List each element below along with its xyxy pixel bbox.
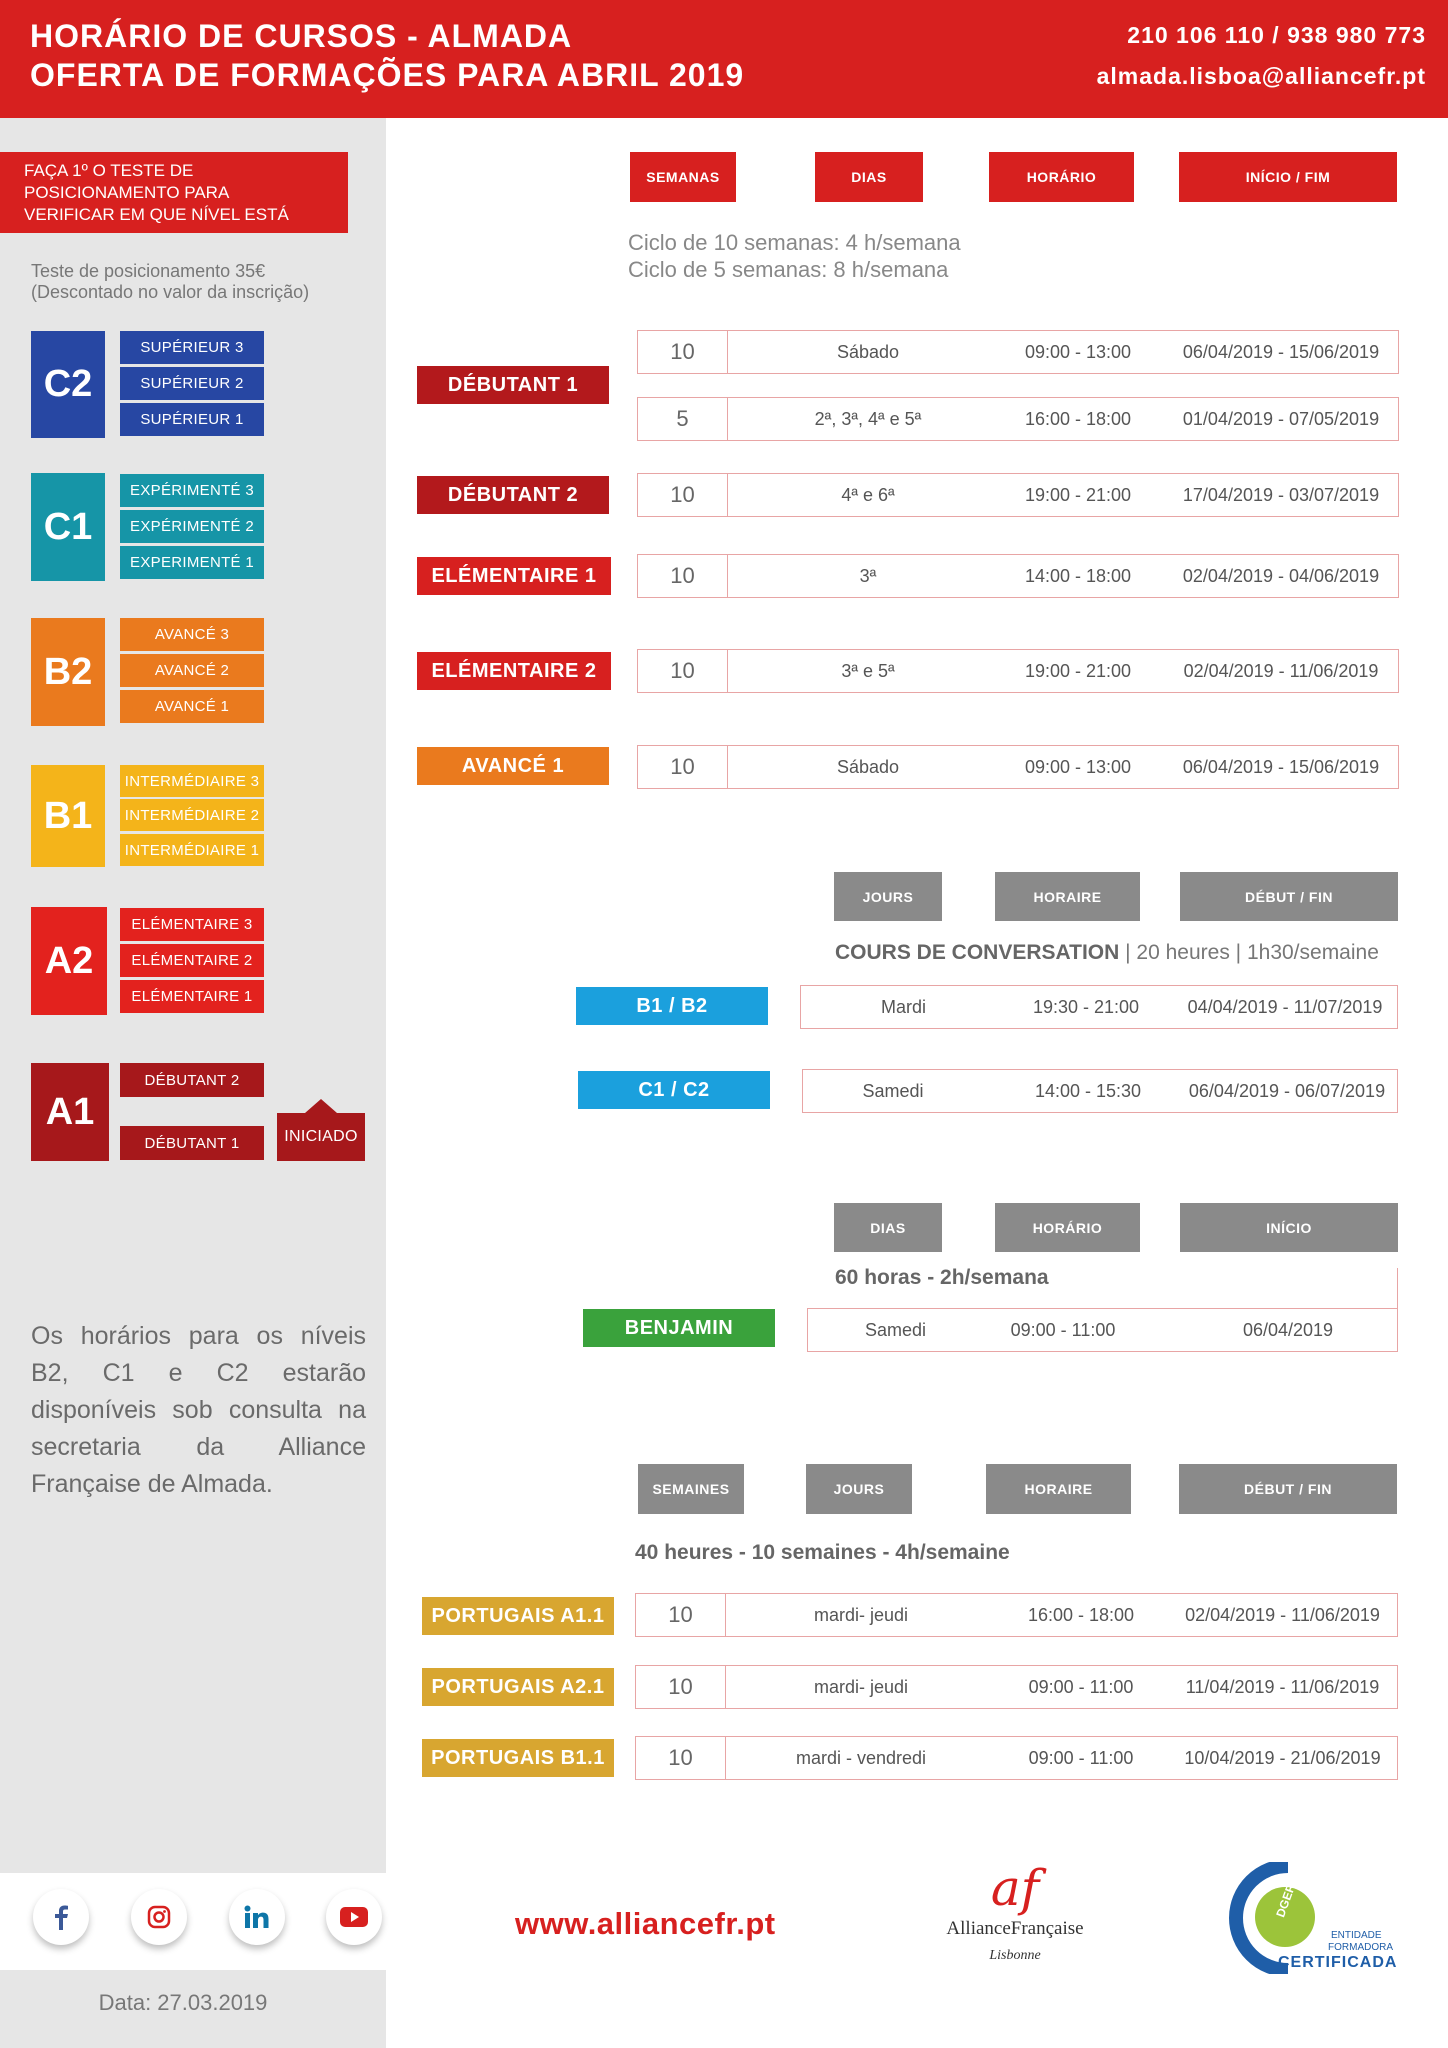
af-logo-mark: af	[990, 1859, 1040, 1917]
cell-inicio-fim: 06/04/2019 - 15/06/2019	[1182, 341, 1380, 362]
level-a1-badge: A1	[31, 1063, 109, 1161]
s3-subtitle: 60 horas - 2h/semana	[835, 1266, 1049, 1289]
cell-inicio-fim: 02/04/2019 - 11/06/2019	[1183, 660, 1379, 681]
level-b1-sub-2: INTERMÉDIAIRE 2	[120, 799, 264, 831]
sidebar-note: Os horários para os níveis B2, C1 e C2 estarão disponíveis sob consulta na secretaria da Alliance Française de Almada.	[31, 1322, 366, 1498]
s2-subtitle-details: | 20 heures | 1h30/semaine	[1119, 941, 1379, 964]
s1-header-semanas: SEMANAS	[630, 152, 736, 202]
level-a2-badge: A2	[31, 907, 107, 1015]
course-label-portugais-a1-1: PORTUGAIS A1.1	[422, 1597, 614, 1635]
instagram-icon[interactable]	[131, 1889, 187, 1945]
schedule-row	[802, 1069, 1398, 1113]
level-b2-sub-1: AVANCÉ 1	[120, 690, 264, 723]
cert-line2: FORMADORA	[1328, 1942, 1393, 1953]
cell-horaire: 19:30 - 21:00	[1032, 996, 1140, 1017]
cell-jours: Samedi	[862, 1080, 924, 1101]
cell-jours: mardi- jeudi	[813, 1676, 909, 1697]
cell-jours: Mardi	[880, 996, 926, 1017]
cert-line3: CERTIFICADA	[1278, 1954, 1398, 1971]
level-c1-sub-2: EXPÉRIMENTÉ 2	[120, 510, 264, 543]
page-header	[0, 0, 1448, 118]
placement-test-line2: POSICIONAMENTO PARA	[24, 183, 230, 202]
course-label-benjamin: BENJAMIN	[583, 1309, 775, 1347]
cell-debut-fin: 10/04/2019 - 21/06/2019	[1184, 1747, 1381, 1768]
course-label-avance-1: AVANCÉ 1	[417, 747, 609, 785]
af-logo-name: AllianceFrançaise	[946, 1918, 1084, 1939]
s1-cycle-5: Ciclo de 5 semanas: 8 h/semana	[628, 257, 949, 282]
cell-jours: mardi- jeudi	[813, 1604, 909, 1625]
contact-email[interactable]: almada.lisboa@alliancefr.pt	[1096, 63, 1426, 89]
cell-horario: 09:00 - 13:00	[1024, 341, 1132, 362]
cell-horaire: 14:00 - 15:30	[1034, 1080, 1142, 1101]
s4-header-horaire: HORAIRE	[986, 1464, 1131, 1514]
placement-test-price: Teste de posicionamento 35€	[31, 261, 266, 281]
dgert-certification-logo	[1228, 1862, 1398, 1974]
s4-header-jours: JOURS	[806, 1464, 912, 1514]
placement-test-box	[0, 152, 348, 233]
level-c2-badge: C2	[31, 331, 105, 438]
cell-debut-fin: 04/04/2019 - 11/07/2019	[1187, 996, 1383, 1017]
level-a1-sub-1: DÉBUTANT 1	[120, 1126, 264, 1160]
course-label-elementaire-1: ELÉMENTAIRE 1	[417, 557, 611, 595]
cell-dias: Samedi	[864, 1319, 927, 1340]
cell-semanas: 10	[638, 474, 728, 516]
course-label-elementaire-2: ELÉMENTAIRE 2	[417, 652, 611, 690]
level-a1-sub-2: DÉBUTANT 2	[120, 1063, 264, 1097]
schedule-row	[637, 745, 1399, 789]
cell-inicio-fim: 01/04/2019 - 07/05/2019	[1182, 408, 1380, 429]
s1-header-dias: DIAS	[815, 152, 923, 202]
placement-test-line3: VERIFICAR EM QUE NÍVEL ESTÁ	[24, 205, 289, 224]
af-logo-city: Lisbonne	[989, 1948, 1041, 1963]
cell-dias: 3ª e 5ª	[841, 660, 895, 681]
cell-semanas: 10	[638, 746, 728, 788]
cell-semaines: 10	[636, 1594, 726, 1636]
schedule-row	[800, 985, 1398, 1029]
cell-horaire: 16:00 - 18:00	[1027, 1604, 1135, 1625]
schedule-row	[637, 554, 1399, 598]
schedule-row	[637, 330, 1399, 374]
schedule-row	[637, 649, 1399, 693]
level-c1-sub-3: EXPÉRIMENTÉ 3	[120, 474, 264, 507]
s2-header-horaire: HORAIRE	[995, 872, 1140, 921]
course-label-portugais-a2-1: PORTUGAIS A2.1	[422, 1668, 614, 1706]
cell-debut-fin: 06/04/2019 - 06/07/2019	[1188, 1080, 1386, 1101]
cell-semaines: 10	[636, 1737, 726, 1779]
schedule-row	[635, 1736, 1398, 1780]
cell-inicio-fim: 17/04/2019 - 03/07/2019	[1182, 484, 1380, 505]
cell-dias: 2ª, 3ª, 4ª e 5ª	[814, 408, 922, 429]
cell-semanas: 10	[638, 555, 728, 597]
level-b2-badge: B2	[31, 618, 105, 726]
cell-dias: Sábado	[836, 341, 900, 362]
course-label-debutant-1: DÉBUTANT 1	[417, 366, 609, 404]
s3-header-horario: HORÁRIO	[995, 1203, 1140, 1252]
cert-line1: ENTIDADE	[1331, 1930, 1382, 1941]
linkedin-icon[interactable]	[229, 1889, 285, 1945]
s1-header-horario: HORÁRIO	[989, 152, 1134, 202]
placement-test-note	[31, 261, 309, 303]
s3-header-inicio: INÍCIO	[1180, 1203, 1398, 1252]
cell-jours: mardi - vendredi	[795, 1747, 927, 1768]
schedule-row	[635, 1665, 1398, 1709]
cell-dias: 4ª e 6ª	[841, 484, 895, 505]
cell-semaines: 10	[636, 1666, 726, 1708]
schedule-row	[637, 473, 1399, 517]
s2-header-jours: JOURS	[834, 872, 942, 921]
cell-dias: Sábado	[836, 756, 900, 777]
placement-test-discount: (Descontado no valor da inscrição)	[31, 282, 310, 302]
level-b1-sub-3: INTERMÉDIAIRE 3	[120, 765, 264, 797]
level-b2-sub-2: AVANCÉ 2	[120, 654, 264, 687]
course-label-b1-b2: B1 / B2	[576, 987, 768, 1025]
website-link[interactable]: www.alliancefr.pt	[515, 1906, 776, 1941]
cell-horario: 19:00 - 21:00	[1024, 484, 1132, 505]
page-title-line1: HORÁRIO DE CURSOS - ALMADA	[30, 18, 573, 54]
level-b1-sub-1: INTERMÉDIAIRE 1	[120, 834, 264, 866]
page-title-line2: OFERTA DE FORMAÇÕES PARA ABRIL 2019	[30, 57, 745, 93]
s2-header-debut-fin: DÉBUT / FIN	[1180, 872, 1398, 921]
cell-horaire: 09:00 - 11:00	[1028, 1676, 1134, 1697]
alliance-francaise-logo	[940, 1860, 1090, 1985]
s4-header-semaines: SEMAINES	[638, 1464, 744, 1514]
cell-inicio-fim: 06/04/2019 - 15/06/2019	[1182, 756, 1380, 777]
level-c2-sub-1: SUPÉRIEUR 1	[120, 403, 264, 436]
cell-horario: 14:00 - 18:00	[1024, 565, 1132, 586]
level-c2-sub-2: SUPÉRIEUR 2	[120, 367, 264, 400]
s3-header-dias: DIAS	[834, 1203, 942, 1252]
youtube-icon[interactable]	[326, 1889, 382, 1945]
course-label-portugais-b1-1: PORTUGAIS B1.1	[422, 1739, 614, 1777]
level-a2-sub-1: ELÉMENTAIRE 1	[120, 980, 264, 1013]
s1-cycle-10: Ciclo de 10 semanas: 4 h/semana	[628, 230, 961, 255]
s2-subtitle	[835, 941, 1379, 965]
placement-test-line1: FAÇA 1º O TESTE DE	[24, 161, 194, 180]
course-label-c1-c2: C1 / C2	[578, 1071, 770, 1109]
cell-horaire: 09:00 - 11:00	[1028, 1747, 1134, 1768]
level-b2-sub-3: AVANCÉ 3	[120, 618, 264, 651]
s2-subtitle-bold: COURS DE CONVERSATION	[835, 941, 1120, 964]
schedule-row	[807, 1308, 1398, 1352]
cell-horario: 09:00 - 13:00	[1024, 756, 1132, 777]
s3-table-edge	[1397, 1268, 1398, 1310]
level-a2-sub-3: ELÉMENTAIRE 3	[120, 908, 264, 941]
schedule-row	[637, 397, 1399, 441]
schedule-row	[635, 1593, 1398, 1637]
dgert-text: DGERT	[1273, 1874, 1301, 1920]
facebook-icon[interactable]	[33, 1889, 89, 1945]
level-b1-badge: B1	[31, 765, 105, 867]
cell-horario: 19:00 - 21:00	[1024, 660, 1132, 681]
cell-horario: 09:00 - 11:00	[1010, 1319, 1116, 1340]
contact-phone: 210 106 110 / 938 980 773	[1127, 22, 1426, 48]
level-c2-sub-3: SUPÉRIEUR 3	[120, 331, 264, 364]
cell-inicio: 06/04/2019	[1242, 1319, 1334, 1340]
cell-semanas: 10	[638, 650, 728, 692]
cell-debut-fin: 11/04/2019 - 11/06/2019	[1185, 1676, 1380, 1697]
document-date: Data: 27.03.2019	[98, 1990, 268, 2015]
level-c1-sub-1: EXPERIMENTÉ 1	[120, 546, 264, 579]
course-label-debutant-2: DÉBUTANT 2	[417, 476, 609, 514]
level-c1-badge: C1	[31, 473, 105, 581]
s4-header-debut-fin: DÉBUT / FIN	[1179, 1464, 1397, 1514]
cell-debut-fin: 02/04/2019 - 11/06/2019	[1185, 1604, 1380, 1625]
cell-inicio-fim: 02/04/2019 - 04/06/2019	[1182, 565, 1380, 586]
level-a2-sub-2: ELÉMENTAIRE 2	[120, 944, 264, 977]
cell-semanas: 5	[638, 398, 728, 440]
cell-semanas: 10	[638, 331, 728, 373]
cell-horario: 16:00 - 18:00	[1024, 408, 1132, 429]
s1-header-inicio-fim: INÍCIO / FIM	[1179, 152, 1397, 202]
s4-subtitle: 40 heures - 10 semaines - 4h/semaine	[635, 1541, 1010, 1564]
iniciado-label: INICIADO	[284, 1128, 358, 1145]
cell-dias: 3ª	[859, 565, 877, 586]
